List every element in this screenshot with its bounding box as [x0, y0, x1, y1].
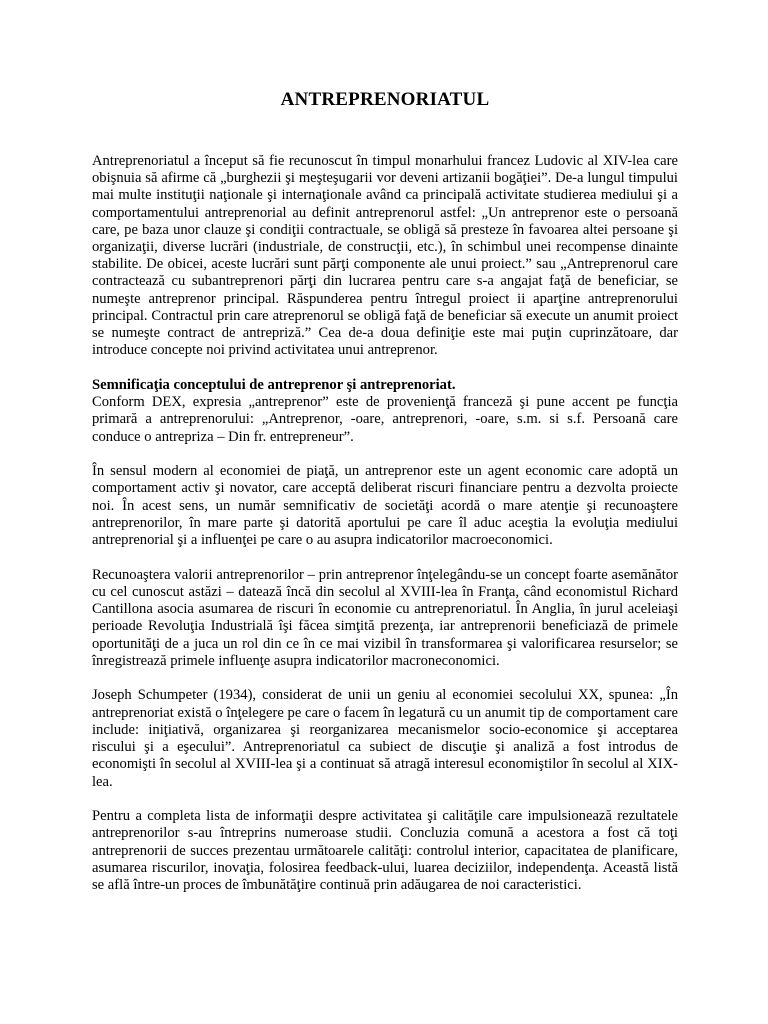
document-page	[92, 88, 678, 912]
paragraph-modern-sense: În sensul modern al economiei de piaţă, un antreprenor este un agent economic care adoptă un comportament activ şi novator, care acceptă deliberat riscuri financiare pentru a dezvolta proiecte noi. În acest sens, un număr semnificativ de societăţi acordă o mare atenţie şi recunoaştere antreprenorilor, în mare parte şi datorită aportului pe care îl aduc aceştia la evoluţia mediului antreprenorial şi a influenţei pe care o au asupra indicatorilor macroeconomici.	[92, 463, 678, 549]
paragraph-origins: Antreprenoriatul a început să fie recunoscut în timpul monarhului francez Ludovic al XIV-lea care obişnuia să afirme că „burghezii şi meşteşugarii vor deveni artizanii bogăţiei”. De-a lungul timpului mai multe instituţii naţionale şi internaţionale având ca principală activitate studierea mediului şi a comportamentului antreprenorial au definit antreprenorul astfel: „Un antreprenor este o persoană care, pe baza unor clauze şi condiţii contractuale, se obligă să presteze în favoarea altei persoane şi organizaţii, diverse lucrări (industriale, de construcţii, etc.), în schimbul unei recompense dinainte stabilite. De obicei, aceste lucrări sunt părţi componente ale unui proiect.” sau „Antreprenorul care contractează cu subantreprenori părţi din lucrarea pentru care s-a angajat faţă de beneficiar, se numeşte antreprenor principal. Răspunderea pentru întregul proiect ii aparţine antreprenorului principal. Contractul prin care atreprenorul se obligă faţă de beneficiar să execute un anumit proiect se numeşte contract de antrepriză.” Cea de-a doua definiţie este mai puţin cuprinzătoare, dar introduce concepte noi privind activitatea unui antreprenor.	[92, 153, 678, 359]
paragraph-dex-definition: Conform DEX, expresia „antreprenor” este de provenienţă franceză şi pune accent pe funcţia primară a antreprenorului: „Antreprenor, -oare, antreprenori, -oare, s.m. si s.f. Persoană care conduce o antrepriza – Din fr. entrepreneur”.	[92, 394, 678, 445]
paragraph-qualities: Pentru a completa lista de informaţii despre activitatea şi calităţile care impulsionează rezultatele antreprenorilor s-au întreprins numeroase studii. Concluzia comună a acestora a fost că toţi antreprenorii de succes prezentau următoarele calităţi: controlul interior, capacitatea de planificare, asumarea riscurilor, inovaţia, folosirea feedback-ului, luarea deciziilor, independenţa. Această listă se află între-un proces de îmbunătăţire continuă prin adăugarea de noi caracteristici.	[92, 808, 678, 894]
paragraph-recognition: Recunoaştera valorii antreprenorilor – prin antreprenor înţelegându-se un concept foarte asemănător cu cel cunoscut astăzi – datează încă din secolul al XVIII-lea în Franţa, când economistul Richard Cantillona asocia asumarea de riscuri în economie cu antreprenoriatul. În Anglia, în jurul aceleiaşi perioade Revoluţia Industrială îşi făcea simţită prezenţa, iar antreprenorii beneficiază de primele oportunităţi de a juca un rol din ce în ce mai vizibil în transformarea şi valorificarea resurselor; se înregistrează primele influenţe asupra indicatorilor macroneconomici.	[92, 566, 678, 669]
paragraph-schumpeter: Joseph Schumpeter (1934), considerat de unii un geniu al economiei secolului XX, spunea: „În antreprenoriat există o înţelegere pe care o facem în legatură cu un anumit tip de comportament care include: iniţiativă, organizarea şi reorganizarea mecanismelor socio-economice şi acceptarea riscului şi a eşecului”. Antreprenoriatul ca subiect de discuţie şi analiză a fost introdus de economişti în secolul al XVIII-lea şi a continuat să atragă interesul economiştilor în secolul al XIX-lea.	[92, 687, 678, 790]
document-title: ANTREPRENORIATUL	[280, 89, 490, 110]
section-subheading: Semnificaţia conceptului de antreprenor şi antreprenoriat.	[92, 376, 456, 393]
